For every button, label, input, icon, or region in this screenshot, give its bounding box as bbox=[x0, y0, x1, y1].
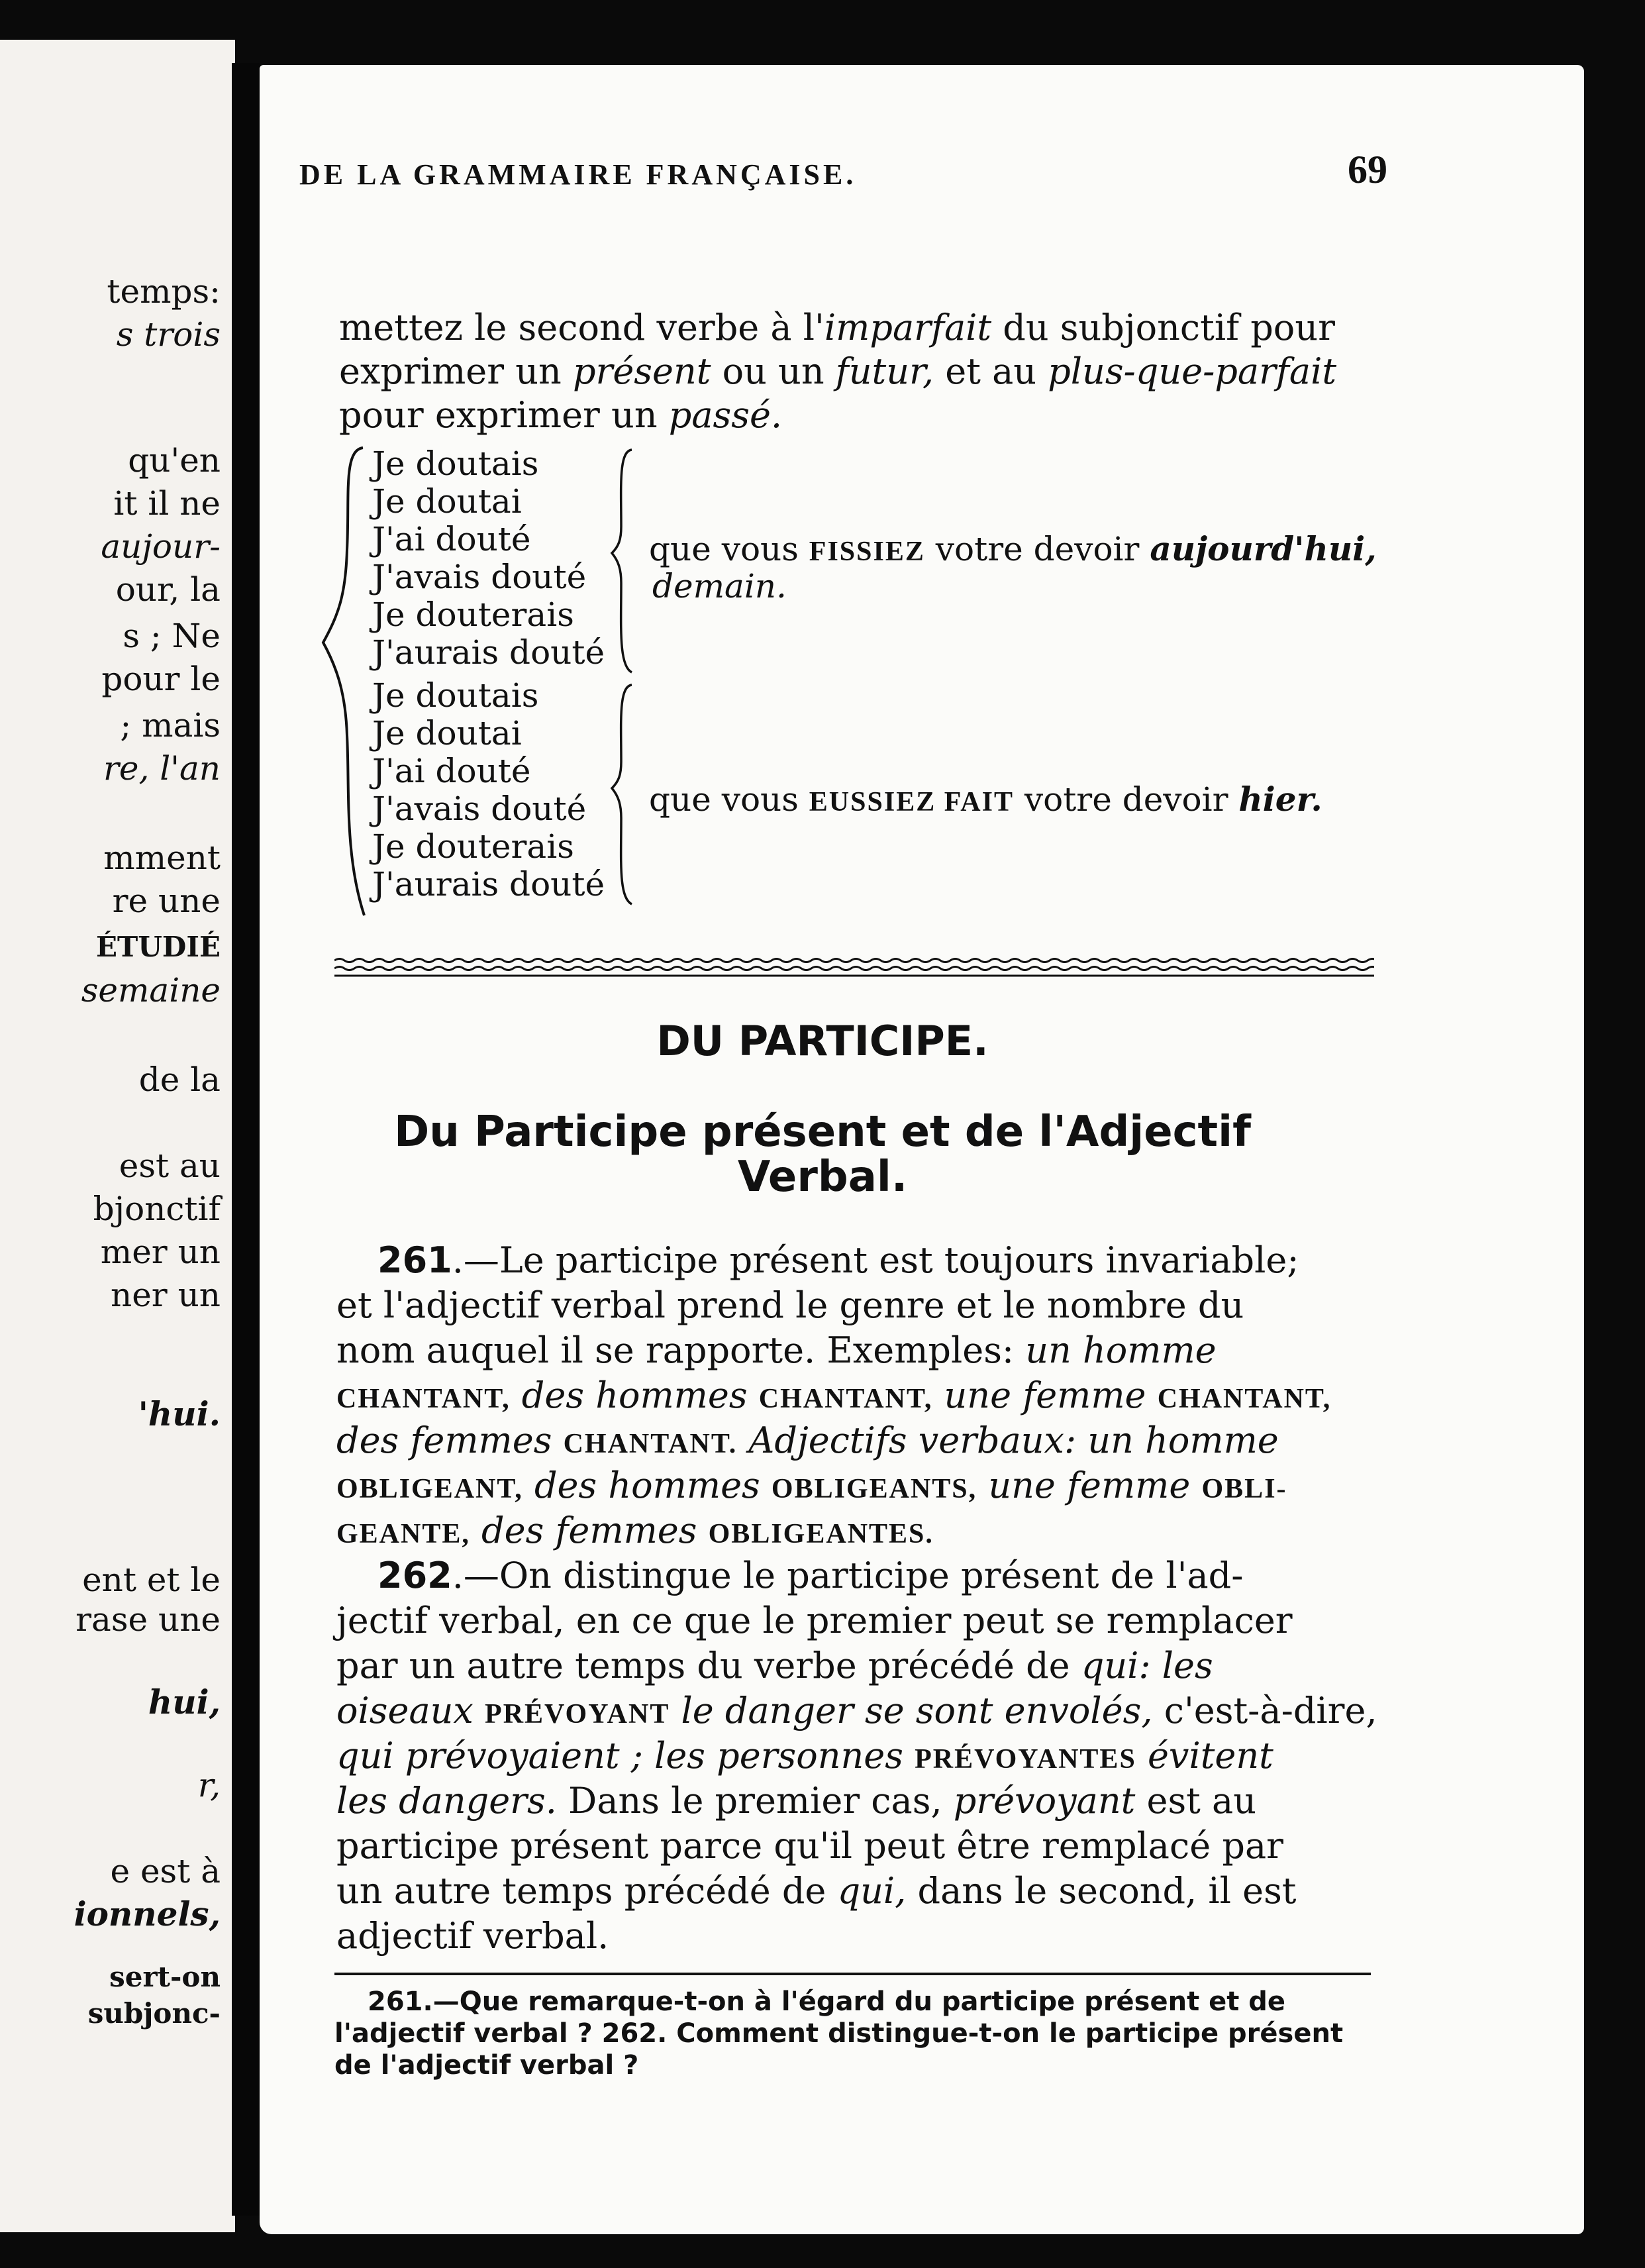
footnote-line-2: l'adjectif verbal ? 262. Comment distingue-t-on le participe présent bbox=[334, 2018, 1344, 2049]
footnote-line-1: 261.—Que remarque-t-on à l'égard du participe présent et de bbox=[368, 1986, 1286, 2017]
left-brace bbox=[318, 444, 371, 921]
left-page-line: our, la bbox=[115, 570, 221, 609]
left-page-line: ÉTUDIÉ bbox=[96, 931, 221, 963]
section-title: DU PARTICIPE. bbox=[656, 1017, 989, 1065]
intro-line-1: mettez le second verbe à l'imparfait du subjonctif pour bbox=[339, 307, 1335, 348]
left-page-line: re une bbox=[112, 882, 221, 920]
left-page-line: bjonctif bbox=[93, 1190, 221, 1228]
conj1-form-4: J'avais douté bbox=[372, 558, 587, 596]
running-head: DE LA GRAMMAIRE FRANÇAISE. bbox=[299, 158, 857, 191]
conj2-form-5: Je douterais bbox=[372, 827, 574, 866]
left-page-line: aujour- bbox=[101, 527, 221, 566]
left-page-line: sert-on bbox=[109, 1961, 221, 1993]
left-page-line: mment bbox=[103, 839, 221, 877]
conj1-form-6: J'aurais douté bbox=[372, 633, 605, 672]
para-262-line-6: les dangers. Dans le premier cas, prévoyant est au bbox=[336, 1780, 1257, 1822]
conj1-form-5: Je douterais bbox=[372, 595, 574, 634]
conj2-form-4: J'avais douté bbox=[372, 790, 587, 828]
para-262-line-5: qui prévoyaient ; les personnes PRÉVOYANTES évitent bbox=[336, 1735, 1273, 1777]
intro-line-3: pour exprimer un passé. bbox=[339, 394, 783, 436]
left-page-line: re, l'an bbox=[103, 749, 221, 788]
intro-line-2: exprimer un présent ou un futur, et au plus-que-parfait bbox=[339, 350, 1337, 392]
conj2-result: que vous EUSSIEZ FAIT votre devoir hier. bbox=[649, 780, 1322, 819]
para-261-line-2: et l'adjectif verbal prend le genre et le nombre du bbox=[336, 1284, 1244, 1326]
rule-wave-1 bbox=[334, 959, 1374, 962]
subsection-title-line-2: Verbal. bbox=[737, 1153, 908, 1202]
footnote-rule bbox=[334, 1973, 1371, 1975]
para-261-line-6: OBLIGEANT, des hommes OBLIGEANTS, une femme OBLI- bbox=[336, 1465, 1287, 1506]
left-page-line: qu'en bbox=[128, 441, 221, 480]
conj1-result-line-1: que vous FISSIEZ votre devoir aujourd'hui, bbox=[649, 529, 1377, 568]
right-brace-1 bbox=[609, 447, 636, 679]
left-page-line: ; mais bbox=[120, 706, 221, 745]
conj2-form-6: J'aurais douté bbox=[372, 865, 605, 903]
para-261-line-3: nom auquel il se rapporte. Exemples: un homme bbox=[336, 1329, 1217, 1371]
para-261-line-1: 261.—Le participe présent est toujours invariable; bbox=[377, 1239, 1299, 1281]
para-262-line-1: 262.—On distingue le participe présent de l'ad- bbox=[377, 1555, 1244, 1596]
page-number: 69 bbox=[1348, 148, 1387, 191]
conj1-form-1: Je doutais bbox=[372, 444, 539, 483]
left-page-line: mer un bbox=[100, 1233, 221, 1271]
conj1-form-2: Je doutai bbox=[372, 482, 522, 521]
left-page-line: hui, bbox=[148, 1682, 221, 1722]
left-page-line: est au bbox=[119, 1147, 221, 1185]
left-page-line: s ; Ne bbox=[123, 617, 221, 655]
para-262-line-7: participe présent parce qu'il peut être remplacé par bbox=[336, 1825, 1283, 1867]
conj1-form-3: J'ai douté bbox=[372, 520, 531, 558]
left-page-line: ionnels, bbox=[74, 1894, 221, 1933]
rule-wave-2 bbox=[334, 967, 1374, 970]
para-262-line-8: un autre temps précédé de qui, dans le second, il est bbox=[336, 1870, 1297, 1912]
left-page-line: de la bbox=[138, 1060, 221, 1099]
para-262-line-2: jectif verbal, en ce que le premier peut se remplacer bbox=[336, 1600, 1293, 1641]
para-262-line-3: par un autre temps du verbe précédé de qui: les bbox=[336, 1645, 1213, 1686]
left-page-line: e est à bbox=[110, 1852, 221, 1890]
left-page-line: ent et le bbox=[82, 1561, 221, 1599]
para-261-line-7: GEANTE, des femmes OBLIGEANTES. bbox=[336, 1510, 934, 1551]
left-page-line: semaine bbox=[81, 971, 221, 1009]
para-262-line-4: oiseaux PRÉVOYANT le danger se sont envolés, c'est-à-dire, bbox=[336, 1690, 1377, 1731]
left-page-line: ner un bbox=[111, 1276, 221, 1314]
left-page-line: r, bbox=[197, 1766, 221, 1804]
left-page-line: pour le bbox=[101, 660, 221, 698]
conj2-form-1: Je doutais bbox=[372, 676, 539, 715]
left-page-line: subjonc- bbox=[87, 1997, 221, 2030]
footnote-line-3: de l'adjectif verbal ? bbox=[334, 2050, 639, 2081]
right-brace-2 bbox=[609, 682, 636, 907]
decorative-rule bbox=[334, 954, 1374, 980]
para-261-line-4: CHANTANT, des hommes CHANTANT, une femme CHANTANT, bbox=[336, 1374, 1332, 1416]
subsection-title-line-1: Du Participe présent et de l'Adjectif bbox=[394, 1108, 1251, 1157]
conj2-form-2: Je doutai bbox=[372, 714, 522, 752]
left-page-line: it il ne bbox=[113, 484, 221, 523]
left-page-line: temps: bbox=[107, 272, 221, 311]
conj2-form-3: J'ai douté bbox=[372, 752, 531, 790]
para-261-line-5: des femmes CHANTANT. Adjectifs verbaux: un homme bbox=[336, 1419, 1279, 1461]
para-262-line-9: adjectif verbal. bbox=[336, 1915, 609, 1957]
left-page-line: s trois bbox=[116, 315, 221, 354]
conj1-result-line-2: demain. bbox=[652, 567, 787, 605]
left-page-line: 'hui. bbox=[138, 1394, 221, 1433]
left-page-line: rase une bbox=[75, 1600, 221, 1639]
